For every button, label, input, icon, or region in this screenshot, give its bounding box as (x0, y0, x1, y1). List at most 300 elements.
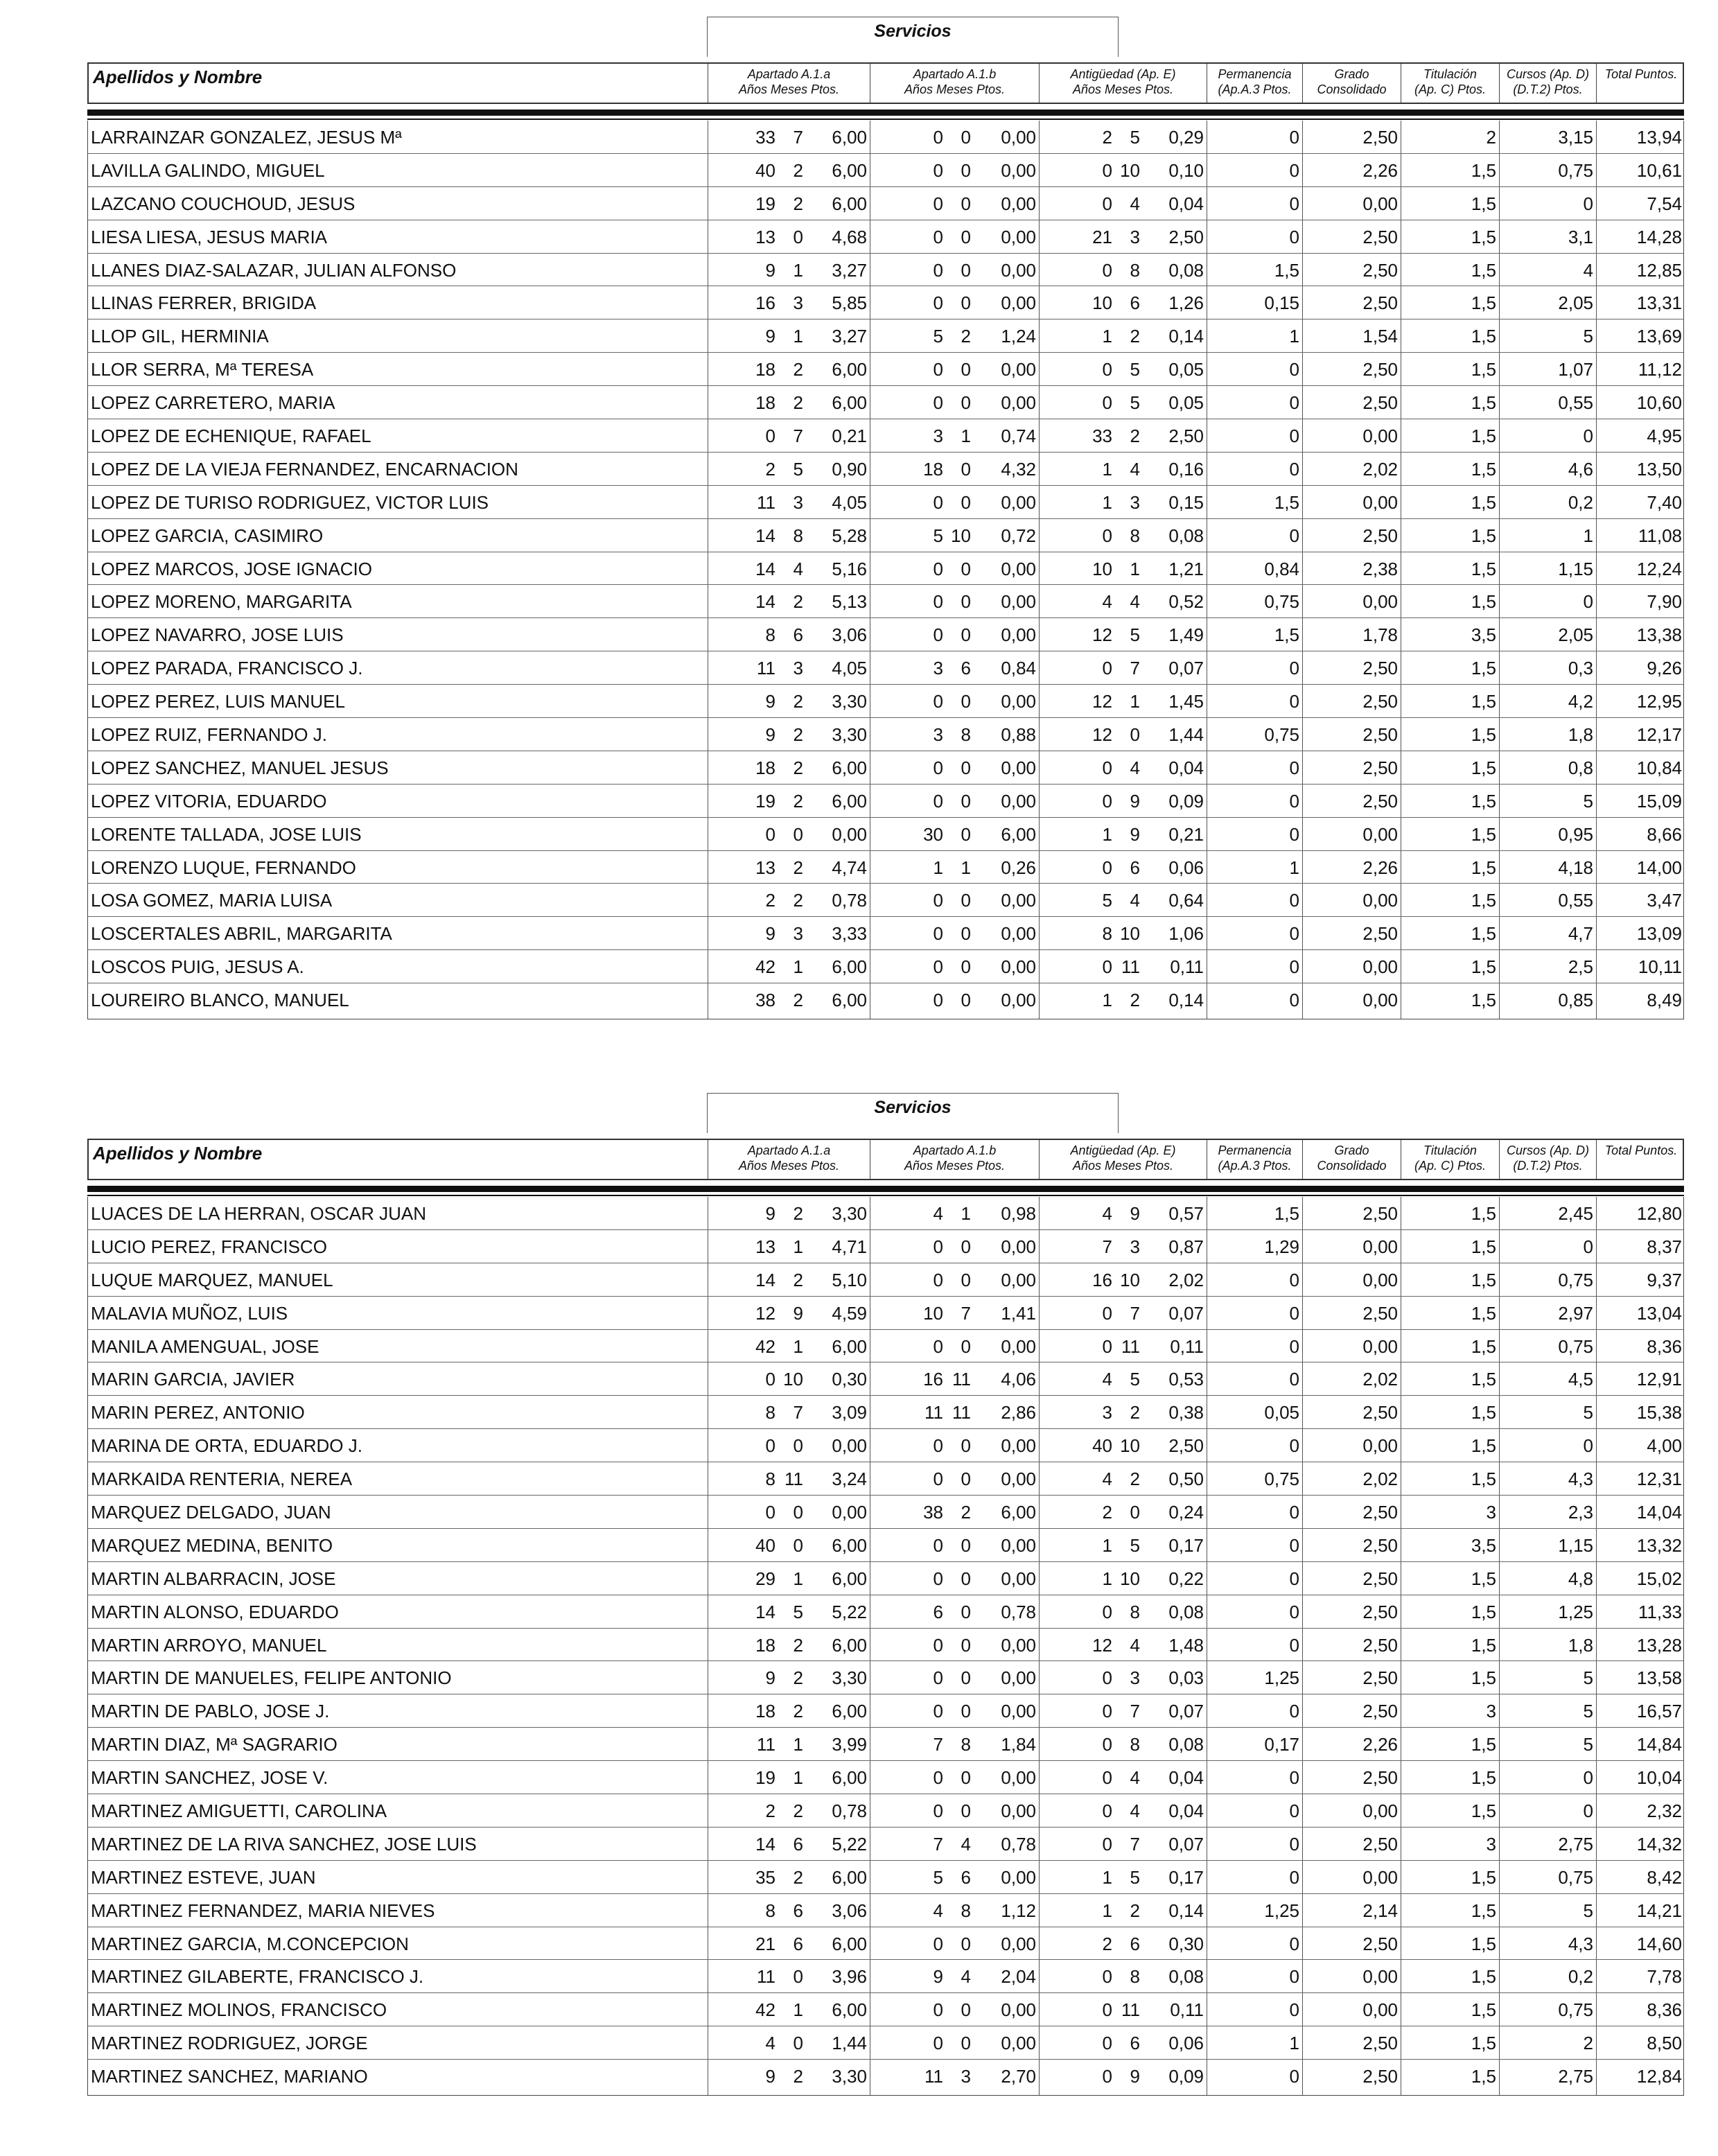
row-cell: 0 (1289, 458, 1299, 480)
header-col-titulacion (1401, 1140, 1500, 1179)
row-cell: 6,00 (832, 1568, 867, 1589)
row-cell: 8 (765, 1402, 775, 1423)
row-cell: 1,5 (1471, 1236, 1496, 1257)
row-cell: 6 (961, 658, 971, 679)
row-cell: 0 (933, 127, 943, 148)
row-cell: 0,2 (1568, 1966, 1593, 1988)
row-cell: 2 (793, 2066, 803, 2087)
row-cell: 2,26 (1362, 159, 1398, 181)
row-cell: 2,26 (1362, 1734, 1398, 1755)
row-cell: 2 (1130, 326, 1140, 347)
row-cell: 1,48 (1168, 1634, 1204, 1656)
row-cell: 6 (793, 1833, 803, 1855)
table-row (88, 950, 1683, 983)
row-cell: 5 (933, 525, 943, 546)
row-cell: 18 (755, 392, 775, 414)
row-name: LOSCERTALES ABRIL, MARGARITA (91, 923, 392, 945)
row-cell: 5 (933, 326, 943, 347)
row-cell: 10 (1120, 923, 1140, 945)
row-cell: 12,85 (1636, 259, 1682, 281)
row-cell: 1,5 (1274, 1203, 1299, 1224)
row-cell: 2,3 (1568, 1502, 1593, 1523)
row-cell: 2 (765, 1800, 775, 1822)
row-cell: 0 (961, 956, 971, 978)
row-cell: 0,00 (1362, 1999, 1398, 2021)
row-cell: 2,50 (1362, 1502, 1398, 1523)
row-cell: 0,17 (1264, 1734, 1299, 1755)
row-cell: 4,68 (832, 226, 867, 247)
row-cell: 1,5 (1471, 1966, 1496, 1988)
row-name: LIESA LIESA, JESUS MARIA (91, 226, 328, 247)
row-cell: 6,00 (832, 1335, 867, 1357)
row-cell: 2,04 (1001, 1966, 1036, 1988)
row-cell: 2,70 (1001, 2066, 1036, 2087)
row-cell: 0,00 (1001, 1534, 1036, 1556)
row-cell: 0,05 (1168, 359, 1204, 380)
row-cell: 2 (793, 990, 803, 1011)
row-cell: 2 (793, 790, 803, 812)
row-cell: 0,00 (1001, 226, 1036, 247)
table-row (88, 651, 1683, 685)
row-cell: 11 (757, 658, 775, 679)
row-cell: 0,55 (1558, 890, 1593, 911)
row-cell: 1,12 (1001, 1900, 1036, 1921)
row-cell: 6 (1130, 2033, 1140, 2054)
row-cell: 35 (755, 1866, 775, 1888)
header-col-a1b-line1: Apartado A.1.b (913, 67, 997, 81)
row-cell: 2,75 (1558, 2066, 1593, 2087)
row-cell: 0 (933, 226, 943, 247)
row-cell: 2 (793, 1800, 803, 1822)
row-cell: 2,50 (1362, 359, 1398, 380)
row-cell: 0 (933, 392, 943, 414)
row-cell: 10,60 (1636, 392, 1682, 414)
row-cell: 0,75 (1264, 724, 1299, 746)
row-cell: 8,49 (1647, 990, 1682, 1011)
header-col-titulacion (1401, 64, 1500, 103)
row-cell: 0 (1102, 1734, 1112, 1755)
row-cell: 4 (933, 1900, 943, 1921)
row-cell: 0,55 (1558, 392, 1593, 414)
header-col-total-line1: Total Puntos. (1604, 67, 1678, 81)
row-cell: 1,5 (1471, 790, 1496, 812)
row-cell: 1 (793, 956, 803, 978)
row-cell: 0,00 (1001, 1634, 1036, 1656)
row-cell: 2 (1130, 426, 1140, 447)
row-cell: 0,00 (1362, 193, 1398, 214)
row-cell: 0 (933, 691, 943, 712)
row-cell: 1 (793, 1767, 803, 1789)
row-cell: 6,00 (832, 1701, 867, 1722)
row-cell: 4,6 (1568, 458, 1593, 480)
row-cell: 0,00 (1001, 956, 1036, 978)
row-cell: 1,5 (1471, 1369, 1496, 1390)
row-cell: 1 (793, 1568, 803, 1589)
row-cell: 6,00 (832, 359, 867, 380)
row-cell: 3,33 (832, 923, 867, 945)
row-cell: 0,00 (1362, 890, 1398, 911)
row-name: MALAVIA MUÑOZ, LUIS (91, 1302, 288, 1324)
row-cell: 0,07 (1168, 1302, 1204, 1324)
row-cell: 2,14 (1362, 1900, 1398, 1921)
table-row (88, 254, 1683, 287)
row-cell: 0,00 (1001, 1933, 1036, 1954)
row-cell: 1 (1102, 1866, 1112, 1888)
header-col-grado (1303, 1140, 1401, 1179)
header-col-grado-line1: Grado (1334, 67, 1369, 81)
row-cell: 7 (793, 426, 803, 447)
row-cell: 3,96 (832, 1966, 867, 1988)
table-row (88, 1960, 1683, 1993)
row-cell: 3 (1130, 1236, 1140, 1257)
row-cell: 14,21 (1636, 1900, 1682, 1921)
row-cell: 0 (961, 558, 971, 579)
header-col-titulacion-line2: (Ap. C) Ptos. (1414, 82, 1487, 96)
row-cell: 16 (755, 292, 775, 314)
row-cell: 1 (1102, 1900, 1112, 1921)
row-cell: 2,50 (1362, 1933, 1398, 1954)
row-cell: 0,00 (1001, 1568, 1036, 1589)
row-cell: 5 (1102, 890, 1112, 911)
row-cell: 0,00 (1001, 193, 1036, 214)
row-cell: 0 (765, 1435, 775, 1457)
row-cell: 5 (933, 1866, 943, 1888)
row-cell: 0,00 (1001, 392, 1036, 414)
row-cell: 11 (924, 2066, 943, 2087)
row-cell: 0,17 (1168, 1534, 1204, 1556)
row-cell: 0 (1289, 1800, 1299, 1822)
row-cell: 5 (1130, 359, 1140, 380)
row-cell: 0 (961, 1667, 971, 1689)
row-cell: 1 (1102, 1534, 1112, 1556)
row-cell: 5,13 (832, 591, 867, 613)
table-row (88, 220, 1683, 254)
row-cell: 0 (1289, 1601, 1299, 1622)
header-col-cursos-line2: (D.T.2) Ptos. (1513, 82, 1583, 96)
row-cell: 40 (1092, 1435, 1112, 1457)
row-cell: 0,08 (1168, 259, 1204, 281)
row-cell: 21 (755, 1933, 775, 1954)
row-cell: 8 (1130, 259, 1140, 281)
table-row (88, 718, 1683, 751)
row-cell: 0,00 (1001, 259, 1036, 281)
row-cell: 0,07 (1168, 1701, 1204, 1722)
header-col-total-line1: Total Puntos. (1604, 1143, 1678, 1157)
row-cell: 1,5 (1471, 990, 1496, 1011)
row-cell: 6,00 (832, 392, 867, 414)
row-cell: 3 (793, 292, 803, 314)
table-row (88, 618, 1683, 651)
row-cell: 6,00 (832, 159, 867, 181)
row-cell: 0,57 (1168, 1203, 1204, 1224)
row-cell: 1,5 (1471, 691, 1496, 712)
row-cell: 0 (1102, 1601, 1112, 1622)
row-cell: 4 (1130, 1800, 1140, 1822)
row-cell: 10 (951, 525, 971, 546)
row-cell: 2,50 (1362, 259, 1398, 281)
row-cell: 0,00 (1362, 1866, 1398, 1888)
row-cell: 14,00 (1636, 857, 1682, 878)
row-cell: 4 (961, 1833, 971, 1855)
table-row (88, 1197, 1683, 1230)
row-cell: 1 (1583, 525, 1593, 546)
row-cell: 4 (1102, 1203, 1112, 1224)
row-cell: 11 (757, 1734, 775, 1755)
row-cell: 1,21 (1168, 558, 1204, 579)
row-cell: 0 (1289, 956, 1299, 978)
row-cell: 1,25 (1264, 1900, 1299, 1921)
row-cell: 0 (1583, 1767, 1593, 1789)
row-cell: 0 (1289, 2066, 1299, 2087)
row-cell: 1,5 (1471, 1402, 1496, 1423)
row-cell: 0 (961, 1800, 971, 1822)
row-name: LOPEZ DE LA VIEJA FERNANDEZ, ENCARNACION (91, 458, 518, 480)
table-row (88, 1429, 1683, 1462)
row-cell: 38 (923, 1502, 943, 1523)
row-cell: 0,08 (1168, 1966, 1204, 1988)
row-cell: 0 (765, 1502, 775, 1523)
row-cell: 0 (1102, 2066, 1112, 2087)
row-cell: 4 (933, 1203, 943, 1224)
header-col-permanencia (1207, 1140, 1303, 1179)
row-cell: 0 (1289, 1999, 1299, 2021)
row-cell: 0 (1583, 591, 1593, 613)
row-cell: 1,5 (1471, 2066, 1496, 2087)
row-name: LOPEZ PEREZ, LUIS MANUEL (91, 691, 345, 712)
row-cell: 0 (765, 1369, 775, 1390)
row-cell: 0 (1289, 1933, 1299, 1954)
header-col-permanencia-line2: (Ap.A.3 Ptos. (1218, 1159, 1292, 1173)
row-cell: 0 (933, 790, 943, 812)
row-cell: 11 (785, 1469, 803, 1490)
row-cell: 1,8 (1568, 724, 1593, 746)
table-row (88, 1694, 1683, 1728)
row-cell: 4,3 (1568, 1933, 1593, 1954)
row-cell: 0 (1102, 1302, 1112, 1324)
row-cell: 1 (1130, 558, 1140, 579)
row-cell: 4,05 (832, 491, 867, 513)
row-cell: 0,75 (1264, 1469, 1299, 1490)
row-cell: 18 (755, 1634, 775, 1656)
row-cell: 4,32 (1001, 458, 1036, 480)
row-cell: 1,5 (1471, 591, 1496, 613)
table-header (87, 62, 1684, 104)
row-cell: 21 (1092, 226, 1112, 247)
row-name: LLINAS FERRER, BRIGIDA (91, 292, 317, 314)
row-cell: 7 (793, 127, 803, 148)
row-cell: 0 (961, 1335, 971, 1357)
row-cell: 9 (765, 2066, 775, 2087)
table-row (88, 386, 1683, 419)
row-cell: 5,10 (832, 1269, 867, 1290)
row-cell: 0 (1130, 724, 1140, 746)
row-cell: 4 (793, 558, 803, 579)
row-cell: 2,50 (1362, 1402, 1398, 1423)
row-cell: 0 (1102, 2033, 1112, 2054)
table-row (88, 1529, 1683, 1562)
row-name: MARTINEZ AMIGUETTI, CAROLINA (91, 1800, 387, 1822)
row-cell: 13,94 (1636, 127, 1682, 148)
row-cell: 1,5 (1471, 359, 1496, 380)
row-cell: 2 (1583, 2033, 1593, 2054)
row-cell: 1,84 (1001, 1734, 1036, 1755)
row-cell: 6 (793, 1933, 803, 1954)
row-cell: 0 (793, 823, 803, 845)
row-cell: 0,00 (1001, 624, 1036, 646)
row-cell: 0,50 (1168, 1469, 1204, 1490)
row-cell: 0,16 (1168, 458, 1204, 480)
row-cell: 0,72 (1001, 525, 1036, 546)
row-cell: 0,52 (1168, 591, 1204, 613)
row-cell: 7 (933, 1833, 943, 1855)
row-cell: 0 (793, 2033, 803, 2054)
row-cell: 2 (1102, 127, 1112, 148)
row-cell: 2,02 (1362, 1469, 1398, 1490)
row-cell: 2 (793, 691, 803, 712)
table-row (88, 121, 1683, 154)
row-cell: 1,5 (1471, 658, 1496, 679)
row-cell: 10,84 (1636, 757, 1682, 778)
row-cell: 1,5 (1471, 1435, 1496, 1457)
table-row (88, 1330, 1683, 1363)
row-cell: 0,64 (1168, 890, 1204, 911)
header-col-antiguedad-line1: Antigüedad (Ap. E) (1070, 1143, 1176, 1157)
row-cell: 11 (757, 1966, 775, 1988)
row-cell: 0 (961, 757, 971, 778)
row-cell: 1,5 (1471, 1203, 1496, 1224)
row-cell: 3,30 (832, 1203, 867, 1224)
row-cell: 2 (793, 1866, 803, 1888)
row-cell: 2,02 (1168, 1269, 1204, 1290)
row-cell: 1,44 (832, 2033, 867, 2054)
row-cell: 13,04 (1636, 1302, 1682, 1324)
row-cell: 1,41 (1001, 1302, 1036, 1324)
table-row (88, 818, 1683, 851)
row-cell: 0,00 (1001, 591, 1036, 613)
row-cell: 1,25 (1558, 1601, 1593, 1622)
row-cell: 2,50 (1362, 127, 1398, 148)
row-cell: 9 (765, 326, 775, 347)
row-cell: 1 (1102, 491, 1112, 513)
row-cell: 1,5 (1471, 1900, 1496, 1921)
row-cell: 0 (961, 359, 971, 380)
row-cell: 16,57 (1636, 1701, 1682, 1722)
row-cell: 2 (793, 724, 803, 746)
row-cell: 11 (1121, 956, 1140, 978)
row-name: LORENTE TALLADA, JOSE LUIS (91, 823, 362, 845)
row-cell: 6,00 (832, 1999, 867, 2021)
row-cell: 14,28 (1636, 226, 1682, 247)
row-cell: 6,00 (832, 1767, 867, 1789)
header-col-titulacion-line1: Titulación (1423, 67, 1477, 81)
row-cell: 1,49 (1168, 624, 1204, 646)
row-cell: 0,78 (832, 890, 867, 911)
row-cell: 1,5 (1471, 890, 1496, 911)
row-cell: 0 (933, 1634, 943, 1656)
row-cell: 3,30 (832, 2066, 867, 2087)
row-cell: 6 (933, 1601, 943, 1622)
row-cell: 5 (1130, 1866, 1140, 1888)
table-row (88, 1396, 1683, 1429)
row-cell: 3 (793, 923, 803, 945)
row-cell: 0 (1102, 1667, 1112, 1689)
row-cell: 0,75 (1558, 1999, 1593, 2021)
row-cell: 14,04 (1636, 1502, 1682, 1523)
row-name: LOSA GOMEZ, MARIA LUISA (91, 890, 333, 911)
row-cell: 11 (952, 1369, 971, 1390)
header-rule-thin (87, 119, 1684, 120)
row-cell: 8,50 (1647, 2033, 1682, 2054)
row-cell: 0 (961, 1435, 971, 1457)
row-cell: 0 (1583, 1435, 1593, 1457)
row-cell: 8 (1130, 1734, 1140, 1755)
row-cell: 4,7 (1568, 923, 1593, 945)
row-cell: 6,00 (1001, 1502, 1036, 1523)
row-name: MARTIN DE MANUELES, FELIPE ANTONIO (91, 1667, 452, 1689)
row-cell: 4,05 (832, 658, 867, 679)
row-name: MARTIN ALBARRACIN, JOSE (91, 1568, 336, 1589)
row-cell: 0 (1102, 1701, 1112, 1722)
row-cell: 0 (765, 426, 775, 447)
row-cell: 0,15 (1168, 491, 1204, 513)
row-cell: 2 (765, 458, 775, 480)
row-cell: 2 (1486, 127, 1496, 148)
row-cell: 8 (961, 1900, 971, 1921)
row-cell: 0 (1289, 127, 1299, 148)
table-row (88, 319, 1683, 353)
row-cell: 2 (793, 1203, 803, 1224)
row-cell: 0 (961, 458, 971, 480)
row-cell: 18 (755, 359, 775, 380)
row-cell: 11 (757, 491, 775, 513)
row-cell: 3 (793, 491, 803, 513)
table-row (88, 983, 1683, 1017)
row-cell: 4 (1102, 1469, 1112, 1490)
row-cell: 7 (1130, 658, 1140, 679)
row-name: MARTINEZ RODRIGUEZ, JORGE (91, 2033, 368, 2054)
row-cell: 11,12 (1638, 359, 1682, 380)
row-cell: 0 (1102, 1966, 1112, 1988)
row-cell: 6,00 (832, 990, 867, 1011)
row-name: LUACES DE LA HERRAN, OSCAR JUAN (91, 1203, 427, 1224)
row-cell: 0 (1583, 1236, 1593, 1257)
row-name: LOPEZ PARADA, FRANCISCO J. (91, 658, 363, 679)
row-cell: 1,54 (1362, 326, 1398, 347)
table-row (88, 286, 1683, 319)
row-cell: 1 (793, 1335, 803, 1357)
header-col-a1a-line2: Años Meses Ptos. (738, 1159, 840, 1173)
row-cell: 0,85 (1558, 990, 1593, 1011)
row-cell: 2 (1130, 1402, 1140, 1423)
row-cell: 3,06 (832, 1900, 867, 1921)
row-cell: 1,5 (1471, 326, 1496, 347)
row-cell: 2,02 (1362, 1369, 1398, 1390)
row-cell: 1,5 (1471, 1302, 1496, 1324)
row-cell: 1 (793, 326, 803, 347)
table-row (88, 1828, 1683, 1861)
row-cell: 0 (961, 624, 971, 646)
row-cell: 10 (1120, 1269, 1140, 1290)
row-cell: 9 (765, 923, 775, 945)
row-cell: 1,26 (1168, 292, 1204, 314)
row-cell: 18 (755, 757, 775, 778)
row-cell: 2 (793, 757, 803, 778)
row-cell: 1,5 (1471, 1800, 1496, 1822)
header-col-a1a-line1: Apartado A.1.a (747, 67, 831, 81)
row-cell: 0 (961, 226, 971, 247)
row-cell: 5 (1583, 1701, 1593, 1722)
row-cell: 4 (1130, 1634, 1140, 1656)
